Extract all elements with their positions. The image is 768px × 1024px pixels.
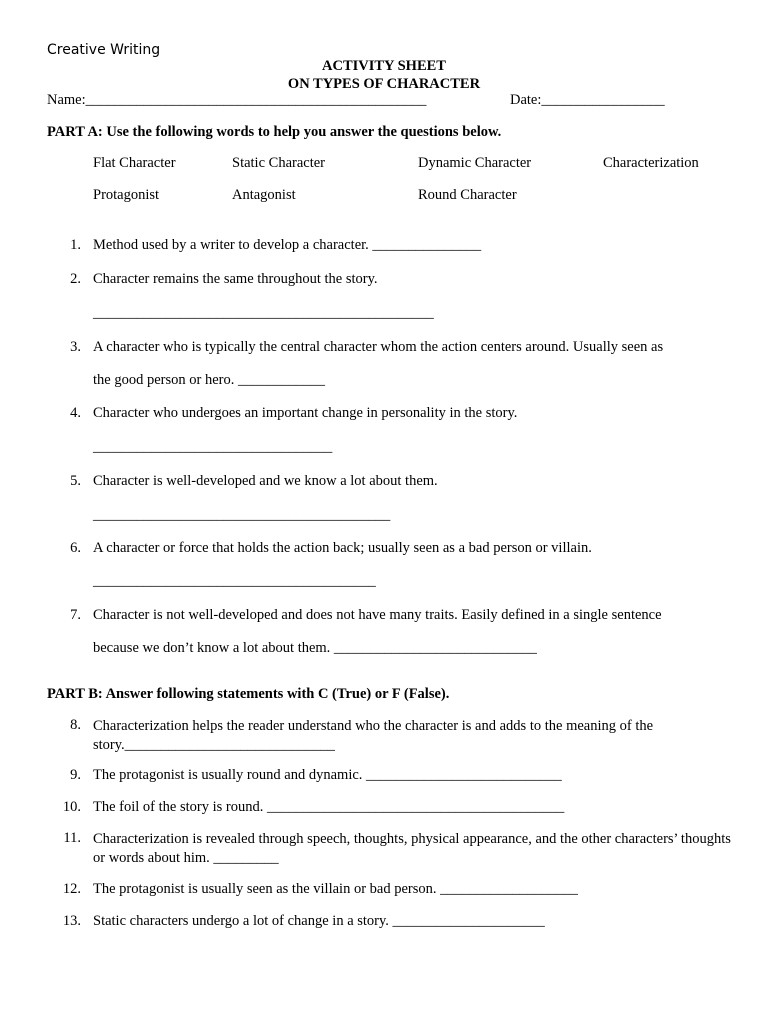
statement-text: Characterization is revealed through speech, thoughts, physical appearance, and the other characters’ thoughts or words about him. _________ [93, 831, 731, 866]
answer-blank[interactable]: _________________________________________ [93, 507, 391, 523]
question-text: Character is well-developed and we know a lot about them. [93, 473, 438, 489]
question-text: Character is not well-developed and does not have many traits. Easily defined in a single sentence [93, 607, 662, 623]
word-bank-item: Flat Character [93, 155, 176, 171]
statement-text: The protagonist is usually seen as the villain or bad person. ___________________ [93, 881, 578, 897]
statement-text: Static characters undergo a lot of change in a story. _____________________ [93, 913, 545, 929]
question-number: 4. [70, 405, 81, 421]
question-number: 8. [70, 717, 81, 733]
question-number: 1. [70, 237, 81, 253]
part-b-instructions: PART B: Answer following statements with C (True) or F (False). [47, 686, 450, 702]
question-text: Character who undergoes an important change in personality in the story. [93, 405, 518, 421]
question-text: A character or force that holds the action back; usually seen as a bad person or villain. [93, 540, 592, 556]
sheet-subtitle: ON TYPES OF CHARACTER [287, 76, 481, 92]
word-bank-item: Characterization [603, 155, 699, 171]
course-label: Creative Writing [47, 42, 161, 58]
question-text-continued: the good person or hero. ____________ [93, 372, 325, 388]
word-bank-item: Antagonist [232, 187, 296, 203]
question-text: Method used by a writer to develop a character. _______________ [93, 237, 482, 253]
question-text-continued: because we don’t know a lot about them. ____________________________ [93, 640, 537, 656]
question-number: 5. [70, 473, 81, 489]
word-bank-item: Round Character [418, 187, 517, 203]
question-number: 3. [70, 339, 81, 355]
name-field[interactable]: Name:_______________________________________________ [47, 92, 427, 108]
question-number: 13. [62, 913, 81, 929]
word-bank-item: Protagonist [93, 187, 160, 203]
question-number: 2. [70, 271, 81, 287]
answer-blank[interactable]: _________________________________ [93, 439, 333, 455]
answer-blank[interactable]: _______________________________________________ [93, 305, 434, 321]
question-number: 6. [70, 540, 81, 556]
question-number: 12. [62, 881, 81, 897]
question-number: 11. [63, 830, 81, 846]
word-bank-item: Static Character [232, 155, 325, 171]
statement-text: The protagonist is usually round and dynamic. ___________________________ [93, 767, 562, 783]
word-bank-item: Dynamic Character [418, 155, 532, 171]
question-text: A character who is typically the central character whom the action centers around. Usually seen as [93, 339, 664, 355]
statement-text: Characterization helps the reader understand who the character is and adds to the meaning of the story._____________________________ [93, 718, 654, 753]
question-number: 10. [62, 799, 81, 815]
sheet-title: ACTIVITY SHEET [322, 58, 446, 74]
part-a-instructions: PART A: Use the following words to help you answer the questions below. [47, 124, 502, 140]
answer-blank[interactable]: _______________________________________ [93, 573, 376, 589]
date-field[interactable]: Date:_________________ [510, 92, 665, 108]
question-number: 9. [70, 767, 81, 783]
question-text: Character remains the same throughout the story. [93, 271, 378, 287]
statement-text: The foil of the story is round. _________________________________________ [93, 799, 565, 815]
question-number: 7. [70, 607, 81, 623]
